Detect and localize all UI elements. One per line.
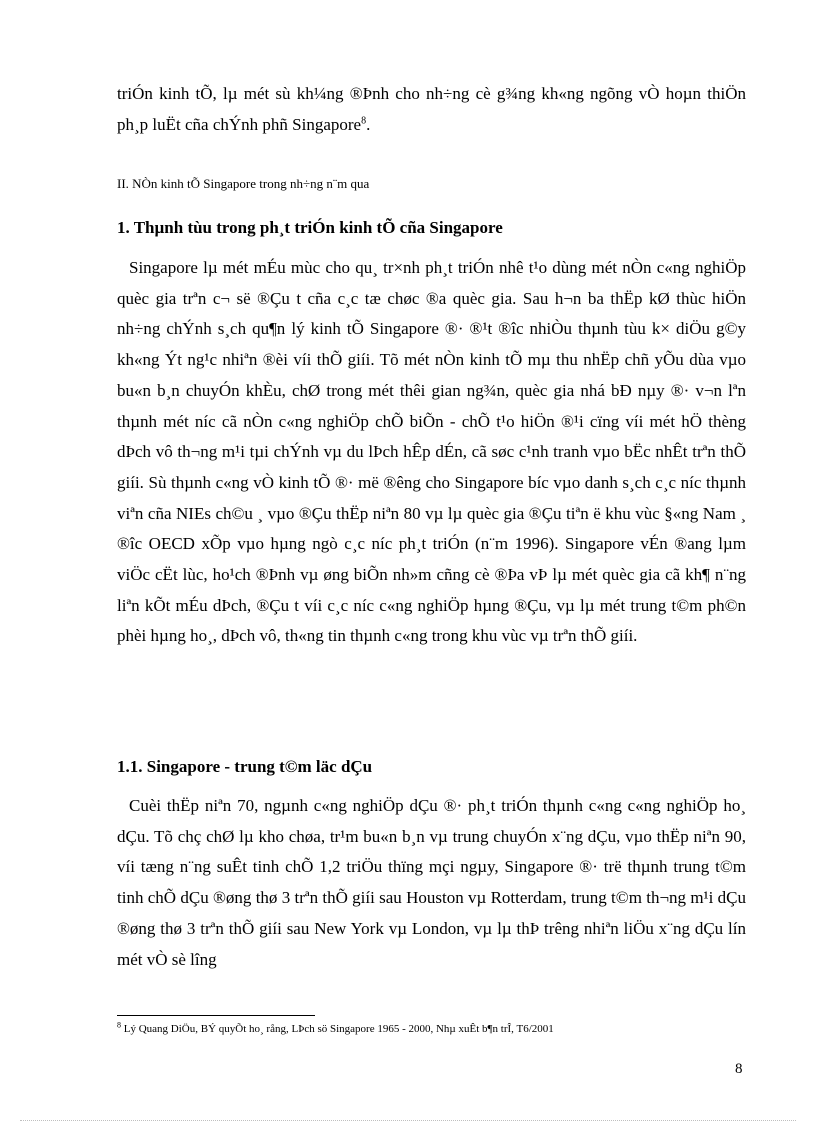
continuation-end-punct: . (366, 114, 371, 134)
section-heading: II. NÒn kinh tÕ Singapore trong nh÷ng n¨m qua (117, 176, 370, 191)
paragraph-oil-refining: Cuèi thËp niªn 70, ngµnh c«ng nghiÖp dÇu ®· ph¸t triÓn thµnh c«ng c«ng nghiÖp ho¸ dÇu. Tõ chç chØ lµ kho chøa, tr¹m bu«n b¸n vµ trung chuyÓn x¨ng dÇu, vµo thËp niªn 90, víi tæng n¨ng suÊt tinh chÕ 1,2 triÖu thïng mçi ngµy, Singapore ®· trë thµnh trung t©m tinh chÕ dÇu ®øng thø 3 trªn thÕ giíi sau Houston vµ Rotterdam, trung t©m th¬ng m¹i dÇu ®øng thø 3 trªn thÕ giíi sau New York vµ London, vµ lµ thÞ trêng nhiªn liÖu x¨ng dÇu lín mét vÒ sè lîng (117, 796, 746, 969)
heading-oil-refining: 1.1. Singapore - trung t©m läc dÇu (117, 757, 373, 776)
footnote-reference: 8 (361, 115, 367, 127)
footnote-separator (117, 1015, 315, 1016)
heading-achievements: 1. Thµnh tùu trong ph¸t triÓn kinh tÕ cña Singapore (117, 218, 503, 237)
paragraph-achievements: Singapore lµ mét mÉu mùc cho qu¸ tr×nh ph¸t triÓn nhê t¹o dùng mét nÒn c«ng nghiÖp quèc gia trªn c¬ së ®Çu t cña c¸c tæ chøc ®a quèc gia. Sau h¬n ba thËp kØ thùc hiÖn nh÷ng chÝnh s¸ch qu¶n lý kinh tÕ Singapore ®· ®¹t ®îc nhiÒu thµnh tùu k× diÖu g©y kh«ng Ýt ng¹c nhiªn ®èi víi thÕ giíi. Tõ mét nÒn kinh tÕ mµ thu nhËp chñ yÕu dùa vµo bu«n b¸n chuyÓn khÈu, chØ trong mét thêi gian ng¾n, quèc gia nhá bÐ nµy ®· v¬n lªn thµnh mét níc cã nÒn c«ng nghiÖp chÕ biÕn - chÕ t¹o hiÖn ®¹i cïng víi mét hÖ thèng dÞch vô th¬ng m¹i tµi chÝnh vµ du lÞch hÊp dÉn, cã søc c¹nh tranh vµo bËc nhÊt trªn thÕ giíi. Sù thµnh c«ng vÒ kinh tÕ ®· më ®êng cho Singapore bíc vµo danh s¸ch c¸c níc thµnh viªn cña NIEs ch©u ¸ vµo ®Çu thËp niªn 80 vµ lµ quèc gia ®Çu tiªn ë khu vùc §«ng Nam ¸ ®îc OECD xÕp vµo hµng ngò c¸c níc ph¸t triÓn (n¨m 1996). Singapore vÉn ®ang lµm viÖc cËt lùc, ho¹ch ®Þnh vµ øng biÕn nh»m cñng cè ®Þa vÞ lµ mét quèc gia cã kh¶ n¨ng liªn kÕt mÉu dÞch, ®Çu t víi c¸c níc c«ng nghiÖp hµng ®Çu, vµ lµ mét trung t©m ph©n phèi hµng ho¸, dÞch vô, th«ng tin thµnh c«ng trong khu vùc vµ trªn thÕ giíi. (117, 258, 746, 646)
continuation-text: triÓn kinh tÕ, lµ mét sù kh¼ng ®Þnh cho nh÷ng cè g¾ng kh«ng ngõng vÒ hoµn thiÖn ph¸p luËt cña chÝnh phñ Singapore (117, 84, 746, 134)
page-number: 8 (735, 1061, 743, 1077)
continuation-paragraph (117, 79, 746, 140)
footnote (117, 1020, 746, 1036)
page-bottom-border (20, 1120, 796, 1121)
footnote-marker: 8 (117, 1020, 121, 1030)
footnote-text: Lý Quang DiÖu, BÝ quyÕt ho¸ rång, LÞch sö Singapore 1965 - 2000, Nhµ xuÊt b¶n trÎ, T6/2001 (121, 1023, 554, 1035)
